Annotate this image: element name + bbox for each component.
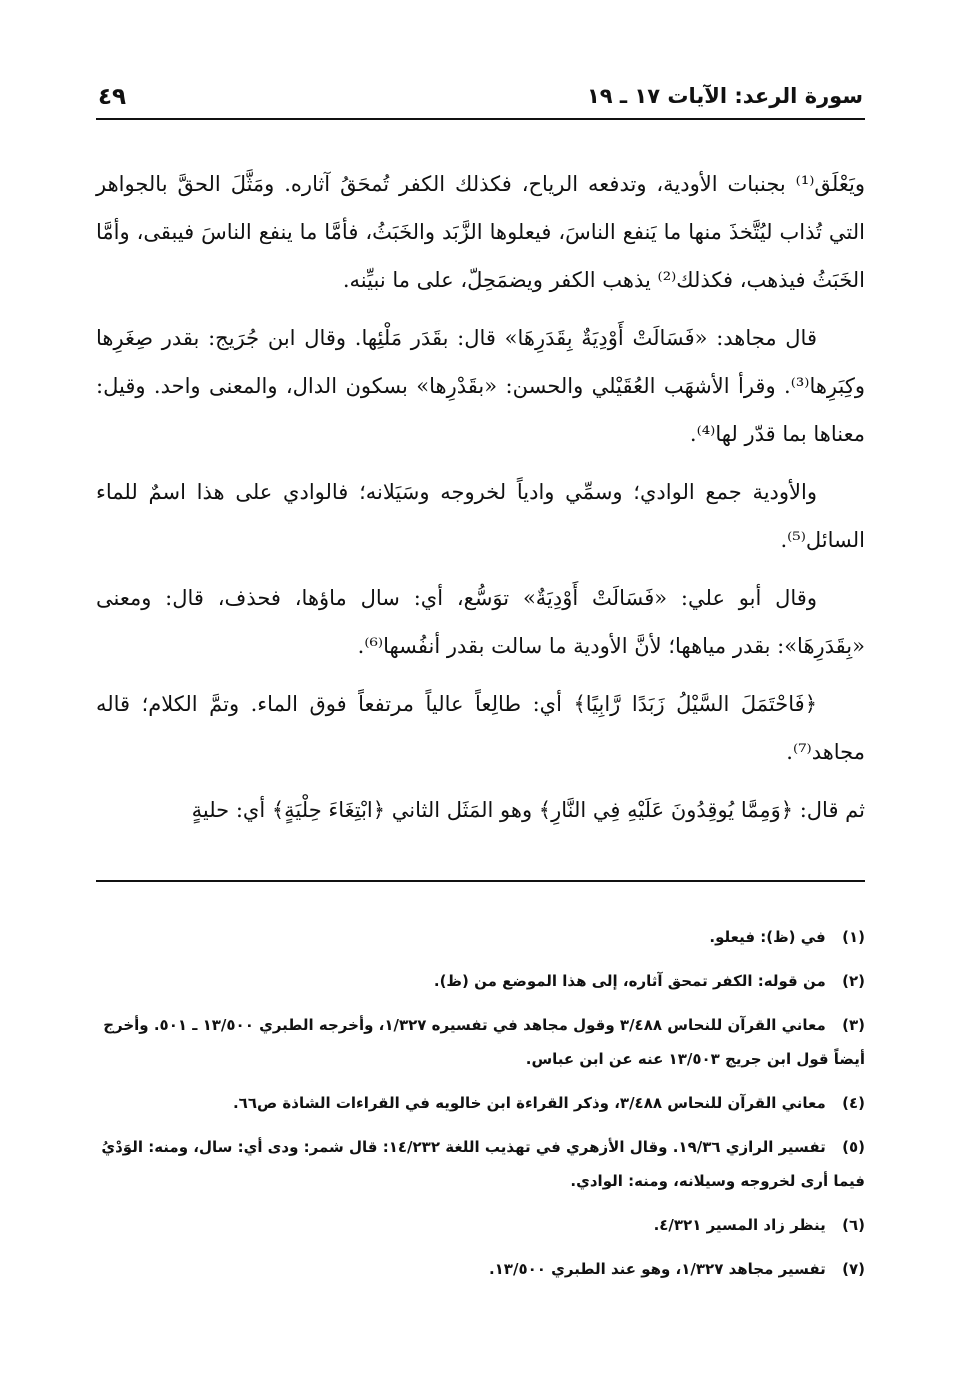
page-number: ٤٩: [98, 84, 127, 110]
footnote-text: تفسير الرازي ١٩/٣٦. وقال الأزهري في تهذيب اللغة ١٤/٢٣٢: قال شمر: ودى أي: سال، ومنه: الوَدْيُ فيما أرى لخروجه وسيلانه، ومنه: الوادي.: [101, 1138, 865, 1190]
footnote: [96, 1252, 865, 1286]
header-title: سورة الرعد: الآيات ١٧ ـ ١٩: [586, 84, 863, 108]
footnotes: [96, 920, 865, 1296]
footnote-number: (٣): [842, 1016, 865, 1034]
footnote: [96, 1208, 865, 1242]
paragraph: ﴿فَاحْتَمَلَ السَّيْلُ زَبَدًا رَّابِيًا﴾ أي: طالِعاً عالياً مرتفعاً فوق الماء. وتمَّ الكلام؛ قاله مجاهد⁽⁷⁾.: [96, 692, 865, 764]
header-rule: [96, 118, 865, 120]
footnote: [96, 1130, 865, 1198]
footnote: [96, 920, 865, 954]
footnote-number: (٥): [842, 1138, 865, 1156]
footnote-number: (٤): [842, 1094, 865, 1112]
footnote: [96, 964, 865, 998]
main-text: [96, 160, 865, 844]
running-header: [98, 84, 863, 114]
footnote-separator: [96, 880, 865, 882]
footnote-text: معاني القرآن للنحاس ٣/٤٨٨، وذكر القراءة ابن خالويه في القراءات الشاذة ص٦٦.: [232, 1094, 826, 1112]
footnote-number: (٧): [842, 1260, 865, 1278]
footnote: [96, 1008, 865, 1076]
footnote-number: (٦): [842, 1216, 865, 1234]
footnote-text: في (ظ): فيعلو.: [709, 928, 826, 946]
paragraph: ثم قال: ﴿وَمِمَّا يُوقِدُونَ عَلَيْهِ فِي النَّارِ﴾ وهو المَثَل الثاني ﴿ابْتِغَاءَ حِلْيَةٍ﴾ أي: حليةٍ: [191, 798, 865, 822]
paragraph: والأودية جمع الوادي؛ وسمِّي وادياً لخروجه وسَيَلانه؛ فالوادي على هذا اسمٌ للماء السائل⁽⁵⁾.: [96, 480, 865, 552]
footnote-text: تفسير مجاهد ١/٣٢٧، وهو عند الطبري ١٣/٥٠٠.: [488, 1260, 826, 1278]
paragraph: وقال أبو علي: «فَسَالَتْ أَوْدِيَةٌ» توَسُّع، أي: سال ماؤها، فحذف، قال: ومعنى «بِقَدَرِهَا»: بقدر مياهها؛ لأنَّ الأودية ما سالت بقدر أنفُسها⁽⁶⁾.: [96, 586, 865, 658]
footnote-text: ينظر زاد المسير ٤/٣٢١.: [653, 1216, 826, 1234]
paragraph: قال مجاهد: «فَسَالَتْ أَوْدِيَةٌ بِقَدَرِهَا» قال: بقَدَر مَلْئِها. وقال ابن جُرَيج: بقدر صِغَرِها وكِبَرِها⁽³⁾. وقرأ الأشهَب العُقَيْلي والحسن: «بقَدْرِها» بسكون الدال، والمعنى واحد. وقيل: معناها بما قدّر لها⁽⁴⁾.: [96, 326, 865, 446]
footnote-number: (٢): [842, 972, 865, 990]
footnote-text: معاني القرآن للنحاس ٣/٤٨٨ وقول مجاهد في تفسيره ١/٣٢٧، وأخرجه الطبري ١٣/٥٠٠ ـ ٥٠١. وأخرج أيضاً قول ابن جريج ١٣/٥٠٣ عنه عن ابن عباس.: [103, 1016, 865, 1068]
footnote-number: (١): [842, 928, 865, 946]
paragraph: ويَعْلَق⁽¹⁾ بجنبات الأودية، وتدفعه الرياح، فكذلك الكفر تُمحَقُ آثاره. ومَثَّلَ الحقَّ بالجواهر التي تُذاب ليُتَّخذَ منها ما يَنفع الناسَ، فيعلوها الزَّبَد والخَبَثُ، فأمَّا ما ينفع الناسَ فيبقى، وأمَّا الخَبَثُ فيذهب، فكذلك⁽²⁾ يذهب الكفر ويضمَحِلّ، على ما نبيِّنه.: [96, 172, 865, 292]
footnote: [96, 1086, 865, 1120]
footnote-text: من قوله: الكفر تمحق آثاره، إلى هذا الموضع من (ظ).: [433, 972, 826, 990]
